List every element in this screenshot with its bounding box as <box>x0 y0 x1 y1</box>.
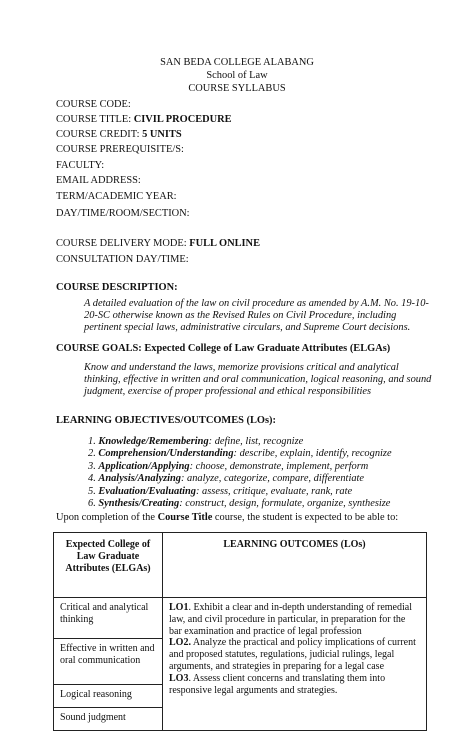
course-title-value: CIVIL PROCEDURE <box>133 114 232 125</box>
outcomes-table <box>53 532 427 731</box>
outcome-lo2: LO2. Analyze the practical and policy implications of current and proposed statutes, regulations, judicial rulings, legal arguments, and strategies in preparing for a legal case <box>169 637 416 672</box>
course-title-row <box>56 113 232 126</box>
lo-column-header: LEARNING OUTCOMES (LOs) <box>163 533 427 598</box>
objective-item: 3. Application/Applying: choose, demonstrate, implement, perform <box>88 460 369 472</box>
description-heading: COURSE DESCRIPTION: <box>56 282 178 293</box>
delivery-mode-label: COURSE DELIVERY MODE: <box>56 238 187 249</box>
description-line: 20-SC otherwise known as the Revised Rules on Civil Procedure, including <box>84 310 397 321</box>
goals-line: thinking, effective in written and oral communication, logical reasoning, and sound <box>84 374 432 385</box>
elga-cell: Logical reasoning <box>54 685 163 708</box>
table-header-row <box>54 533 427 598</box>
document-title: COURSE SYLLABUS <box>188 83 286 94</box>
elga-column-header: Expected College of Law Graduate Attributes (ELGAs) <box>54 533 163 598</box>
outcome-lo3: LO3. Assess client concerns and translating them into responsive legal arguments and strategies. <box>169 672 386 696</box>
objective-item: 1. Knowledge/Remembering: define, list, recognize <box>88 436 304 447</box>
course-title-label: COURSE TITLE: <box>56 114 132 125</box>
outcome-lo1: LO1. Exhibit a clear and in-depth understanding of remedial law, and civil procedure in particular, in preparation for the bar examination and practice of legal profession <box>169 602 412 637</box>
table-row <box>54 598 427 639</box>
completion-statement: Upon completion of the Course Title course, the student is expected to be able to: <box>56 512 399 523</box>
school-name: School of Law <box>206 70 268 81</box>
objective-item: 6. Synthesis/Creating: construct, design, formulate, organize, synthesize <box>88 497 391 509</box>
institution-name: SAN BEDA COLLEGE ALABANG <box>160 57 314 68</box>
outcomes-cell <box>163 598 427 731</box>
objectives-heading: LEARNING OBJECTIVES/OUTCOMES (LOs): <box>56 415 276 426</box>
description-line: pertinent special laws, administrative circulars, and Supreme Court decisions. <box>84 322 411 333</box>
course-credit-value: 5 UNITS <box>142 129 182 140</box>
email-address-label: EMAIL ADDRESS: <box>56 175 141 186</box>
objective-item: 4. Analysis/Analyzing: analyze, categorize, compare, differentiate <box>88 473 365 485</box>
objectives-list <box>88 435 392 509</box>
goals-line: judgment, exercise of proper professional and ethical responsibilities <box>84 386 372 397</box>
elga-cell: Sound judgment <box>54 708 163 731</box>
objective-item: 2. Comprehension/Understanding: describe, explain, identify, recognize <box>88 448 392 460</box>
term-label: TERM/ACADEMIC YEAR: <box>56 191 177 202</box>
goals-line: Know and understand the laws, memorize provisions critical and analytical <box>84 362 399 373</box>
course-credit-row <box>56 128 182 141</box>
elga-cell: Effective in written and oral communication <box>54 639 163 685</box>
delivery-mode-row <box>56 237 260 250</box>
description-line: A detailed evaluation of the law on civil procedure as amended by A.M. No. 19-10- <box>84 298 429 309</box>
goals-heading: COURSE GOALS: Expected College of Law Graduate Attributes (ELGAs) <box>56 343 391 354</box>
consultation-label: CONSULTATION DAY/TIME: <box>56 254 189 265</box>
course-credit-label: COURSE CREDIT: <box>56 129 140 140</box>
objective-item: 5. Evaluation/Evaluating: assess, critique, evaluate, rank, rate <box>88 485 353 497</box>
faculty-label: FACULTY: <box>56 160 105 171</box>
delivery-mode-value: FULL ONLINE <box>189 238 260 249</box>
elga-cell: Critical and analytical thinking <box>54 598 163 639</box>
course-prerequisite-label: COURSE PREREQUISITE/S: <box>56 144 184 155</box>
schedule-label: DAY/TIME/ROOM/SECTION: <box>56 208 190 219</box>
course-code-label: COURSE CODE: <box>56 99 131 110</box>
